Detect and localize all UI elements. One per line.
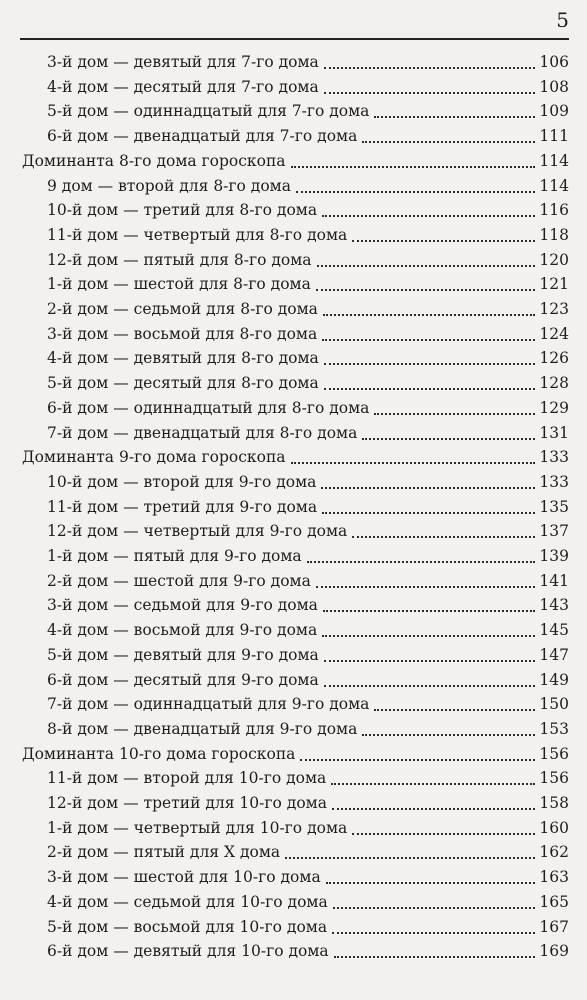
toc-entry — [47, 346, 569, 371]
toc-entry-page: 160 — [539, 818, 569, 837]
toc-entry-title: 3-й дом — седьмой для 9-го дома — [47, 596, 318, 615]
toc-entry-page: 109 — [539, 102, 569, 121]
dot-leader — [352, 833, 535, 835]
toc-entry-title: 5-й дом — десятый для 8-го дома — [47, 374, 319, 393]
toc-entry-title: 11-й дом — третий для 9-го дома — [47, 497, 318, 516]
toc-entry — [47, 248, 569, 273]
toc-entry — [47, 544, 569, 569]
toc-entry-title: 10-й дом — третий для 8-го дома — [47, 201, 318, 220]
dot-leader — [352, 536, 535, 538]
toc-entry-title: Доминанта 9-го дома гороскопа — [22, 448, 286, 467]
dot-leader — [324, 92, 535, 94]
toc-entry-title: 11-й дом — четвертый для 8-го дома — [47, 225, 348, 244]
dot-leader — [324, 388, 535, 390]
toc-entry-title: 5-й дом — восьмой для 10-го дома — [47, 917, 328, 936]
toc-entry-title: 10-й дом — второй для 9-го дома — [47, 472, 317, 491]
dot-leader — [324, 67, 535, 69]
dot-leader — [317, 265, 535, 267]
toc-entry — [47, 272, 569, 297]
toc-entry-page: 106 — [539, 53, 569, 71]
dot-leader — [326, 882, 535, 884]
toc-entry — [47, 840, 569, 865]
toc-section-heading — [22, 445, 569, 470]
dot-leader — [323, 610, 535, 612]
toc-entry-page: 167 — [539, 917, 569, 936]
toc-entry-page: 118 — [539, 225, 569, 244]
toc-entry — [47, 569, 569, 594]
toc-entry — [47, 396, 569, 421]
toc-entry-title: 3-й дом — девятый для 7-го дома — [47, 53, 319, 71]
dot-leader — [374, 709, 535, 711]
dot-leader — [374, 413, 535, 415]
toc-entry — [47, 519, 569, 544]
toc-entry-title: 6-й дом — десятый для 9-го дома — [47, 670, 319, 689]
toc-entry-page: 135 — [539, 497, 569, 516]
toc-entry-title: 11-й дом — второй для 10-го дома — [47, 769, 327, 788]
page-number: 5 — [556, 8, 569, 32]
toc-entry-title: 12-й дом — пятый для 8-го дома — [47, 250, 312, 269]
toc-entry — [47, 915, 569, 940]
toc-entry-page: 124 — [539, 324, 569, 343]
toc-entry — [47, 297, 569, 322]
dot-leader — [332, 808, 535, 810]
toc-entry-page: 129 — [539, 398, 569, 417]
dot-leader — [291, 166, 535, 168]
toc-entry-page: 139 — [539, 547, 569, 565]
toc-entry-page: 165 — [539, 892, 569, 911]
toc-section-heading — [22, 742, 569, 767]
toc-entry-title: 5-й дом — девятый для 9-го дома — [47, 645, 319, 664]
toc-entry-title: 3-й дом — восьмой для 8-го дома — [47, 324, 318, 343]
toc-entry-title: 7-й дом — одиннадцатый для 9-го дома — [47, 695, 370, 714]
toc-entry-title: 2-й дом — седьмой для 8-го дома — [47, 300, 318, 318]
dot-leader — [322, 339, 535, 341]
toc-entry — [47, 618, 569, 643]
toc-entry-page: 143 — [539, 596, 569, 615]
dot-leader — [322, 215, 535, 217]
dot-leader — [362, 734, 535, 736]
toc-entry — [47, 643, 569, 668]
dot-leader — [332, 932, 535, 934]
toc-entry-page: 133 — [539, 472, 569, 491]
dot-leader — [324, 685, 535, 687]
toc-entry-page: 126 — [539, 349, 569, 368]
dot-leader — [322, 512, 535, 514]
toc-entry — [47, 322, 569, 347]
dot-leader — [307, 561, 535, 563]
toc-entry-page: 150 — [539, 695, 569, 714]
dot-leader — [316, 586, 535, 588]
dot-leader — [374, 116, 535, 118]
toc-entry-title: 12-й дом — третий для 10-го дома — [47, 794, 327, 812]
dot-leader — [322, 635, 535, 637]
toc-entry — [47, 371, 569, 396]
toc-entry — [47, 75, 569, 100]
toc-entry-title: 2-й дом — шестой для 9-го дома — [47, 571, 311, 590]
toc-entry-title: 6-й дом — девятый для 10-го дома — [47, 942, 329, 961]
toc-entry-title: 4-й дом — девятый для 8-го дома — [47, 349, 319, 368]
toc-entry-page: 153 — [539, 719, 569, 738]
toc-entry-page: 162 — [539, 843, 569, 862]
toc-entry — [47, 99, 569, 124]
toc-entry — [47, 816, 569, 841]
toc-entry-page: 147 — [539, 645, 569, 664]
dot-leader — [323, 314, 535, 316]
dot-leader — [291, 462, 535, 464]
dot-leader — [362, 141, 535, 143]
toc-entry — [47, 865, 569, 890]
dot-leader — [324, 660, 535, 662]
toc-entry-page: 123 — [539, 300, 569, 318]
toc-entry-page: 111 — [539, 127, 569, 146]
toc-entry-title: 1-й дом — четвертый для 10-го дома — [47, 818, 348, 837]
toc-entry-title: Доминанта 8-го дома гороскопа — [22, 151, 286, 170]
toc-entry — [47, 668, 569, 693]
toc-entry-page: 156 — [539, 769, 569, 788]
toc-entry-title: 4-й дом — восьмой для 9-го дома — [47, 621, 318, 640]
toc-entry-page: 114 — [539, 151, 569, 170]
toc-entry-title: 3-й дом — шестой для 10-го дома — [47, 868, 321, 887]
toc-entry — [47, 593, 569, 618]
toc-entry — [47, 124, 569, 149]
toc-entry — [47, 890, 569, 915]
toc-entry-page: 158 — [539, 794, 569, 812]
toc-entry-page: 169 — [539, 942, 569, 961]
toc-entry-page: 108 — [539, 77, 569, 96]
dot-leader — [316, 289, 535, 291]
toc-section-heading — [22, 149, 569, 174]
toc-entry-title: 8-й дом — двенадцатый для 9-го дома — [47, 719, 358, 738]
dot-leader — [300, 759, 535, 761]
toc-entry-page: 131 — [539, 423, 569, 442]
dot-leader — [296, 191, 535, 193]
dot-leader — [334, 956, 535, 958]
toc-entry-page: 114 — [539, 176, 569, 195]
toc-entry — [47, 692, 569, 717]
dot-leader — [362, 438, 535, 440]
toc-entry-title: 6-й дом — одиннадцатый для 8-го дома — [47, 398, 370, 417]
toc-entry-title: 12-й дом — четвертый для 9-го дома — [47, 522, 348, 541]
toc-entry — [47, 939, 569, 964]
toc-entry-title: 6-й дом — двенадцатый для 7-го дома — [47, 127, 358, 146]
toc-entry-title: 4-й дом — седьмой для 10-го дома — [47, 892, 328, 911]
toc-entry-page: 137 — [539, 522, 569, 541]
toc-entry — [47, 495, 569, 520]
header-rule — [20, 38, 569, 40]
toc-entry — [47, 717, 569, 742]
dot-leader — [285, 857, 535, 859]
dot-leader — [331, 783, 535, 785]
toc-entry-page: 121 — [539, 275, 569, 294]
toc-entry-page: 163 — [539, 868, 569, 887]
toc-entry — [47, 470, 569, 495]
toc-entry-page: 128 — [539, 374, 569, 393]
toc-entry-title: 7-й дом — двенадцатый для 8-го дома — [47, 423, 358, 442]
dot-leader — [352, 240, 535, 242]
toc-entry-page: 120 — [539, 250, 569, 269]
toc-entry — [47, 791, 569, 816]
toc-entry-title: 1-й дом — пятый для 9-го дома — [47, 547, 302, 565]
toc-entry-page: 133 — [539, 448, 569, 467]
toc-entry-page: 156 — [539, 744, 569, 763]
toc-entry — [47, 223, 569, 248]
toc-entry — [47, 766, 569, 791]
toc-entry — [47, 421, 569, 446]
dot-leader — [324, 363, 535, 365]
toc-entry-title: 5-й дом — одиннадцатый для 7-го дома — [47, 102, 370, 121]
toc-entry-title: 2-й дом — пятый для X дома — [47, 843, 281, 862]
toc-entry-title: Доминанта 10-го дома гороскопа — [22, 744, 296, 763]
toc-entry — [47, 50, 569, 75]
toc-entry-title: 1-й дом — шестой для 8-го дома — [47, 275, 311, 294]
dot-leader — [321, 487, 535, 489]
toc-entry — [47, 174, 569, 199]
toc-entry-page: 145 — [539, 621, 569, 640]
toc-entry-page: 141 — [539, 571, 569, 590]
dot-leader — [333, 907, 535, 909]
toc-entry-page: 116 — [539, 201, 569, 220]
toc-entry — [47, 198, 569, 223]
toc-entry-title: 9 дом — второй для 8-го дома — [47, 176, 291, 195]
toc-entry-title: 4-й дом — десятый для 7-го дома — [47, 77, 319, 96]
toc-entry-page: 149 — [539, 670, 569, 689]
